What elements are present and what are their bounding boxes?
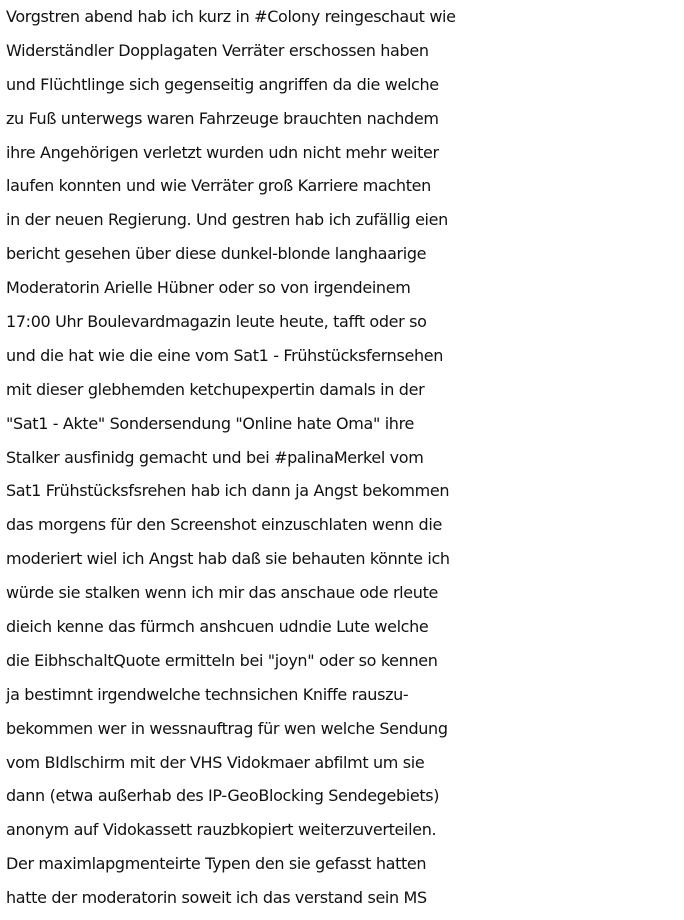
text-line: Moderatorin Arielle Hübner oder so von irgendeinem (6, 278, 411, 298)
text-line: Sat1 Frühstücksfsrehen hab ich dann ja Angst bekommen (6, 481, 450, 501)
text-line: würde sie stalken wenn ich mir das anschaue ode rleute (6, 583, 438, 603)
text-line: das morgens für den Screenshot einzuschlaten wenn die (6, 515, 442, 535)
text-line: 17:00 Uhr Boulevardmagazin leute heute, tafft oder so (6, 312, 427, 332)
text-line: Widerständler Dopplagaten Verräter erschossen haben (6, 40, 429, 60)
text-line: "Sat1 - Akte" Sondersendung "Online hate Oma" ihre (6, 413, 414, 433)
text-line: laufen konnten und wie Verräter groß Karriere machten (6, 176, 431, 196)
document-body (6, 0, 684, 915)
text-line: bekommen wer in wessnauftrag für wen welche Sendung (6, 718, 448, 738)
text-line: anonym auf Vidokassett rauzbkopiert weiterzuverteilen. (6, 820, 437, 840)
text-line: Der maximlapgmenteirte Typen den sie gefasst hatten (6, 854, 427, 874)
text-line: in der neuen Regierung. Und gestren hab ich zufällig eien (6, 210, 448, 230)
text-line: moderiert wiel ich Angst hab daß sie behauten könnte ich (6, 549, 450, 569)
text-line: zu Fuß unterwegs waren Fahrzeuge brauchten nachdem (6, 108, 439, 128)
text-line: ihre Angehörigen verletzt wurden udn nicht mehr weiter (6, 142, 439, 162)
text-line: die EibhschaltQuote ermitteln bei "joyn" oder so kennen (6, 650, 438, 670)
text-line: Vorgstren abend hab ich kurz in #Colony reingeschaut wie (6, 7, 456, 26)
text-line: mit dieser glebhemden ketchupexpertin damals in der (6, 379, 425, 399)
text-line: und Flüchtlinge sich gegenseitig angriffen da die welche (6, 74, 439, 94)
text-line: bericht gesehen über diese dunkel-blonde langhaarige (6, 244, 427, 264)
text-line: hatte der moderatorin soweit ich das verstand sein MS (6, 888, 427, 908)
text-line: dann (etwa außerhab des IP-GeoBlocking Sendegebiets) (6, 786, 440, 806)
text-line: ja bestimnt irgendwelche technsichen Kniffe rauszu- (6, 684, 409, 704)
text-line: und die hat wie die eine vom Sat1 - Frühstücksfernsehen (6, 345, 444, 365)
text-line: vom BIdlschirm mit der VHS Vidokmaer abfilmt um sie (6, 752, 425, 772)
text-line: Stalker ausfinidg gemacht und bei #palinaMerkel vom (6, 447, 424, 467)
text-line: dieich kenne das fürmch anshcuen udndie Lute welche (6, 617, 429, 637)
